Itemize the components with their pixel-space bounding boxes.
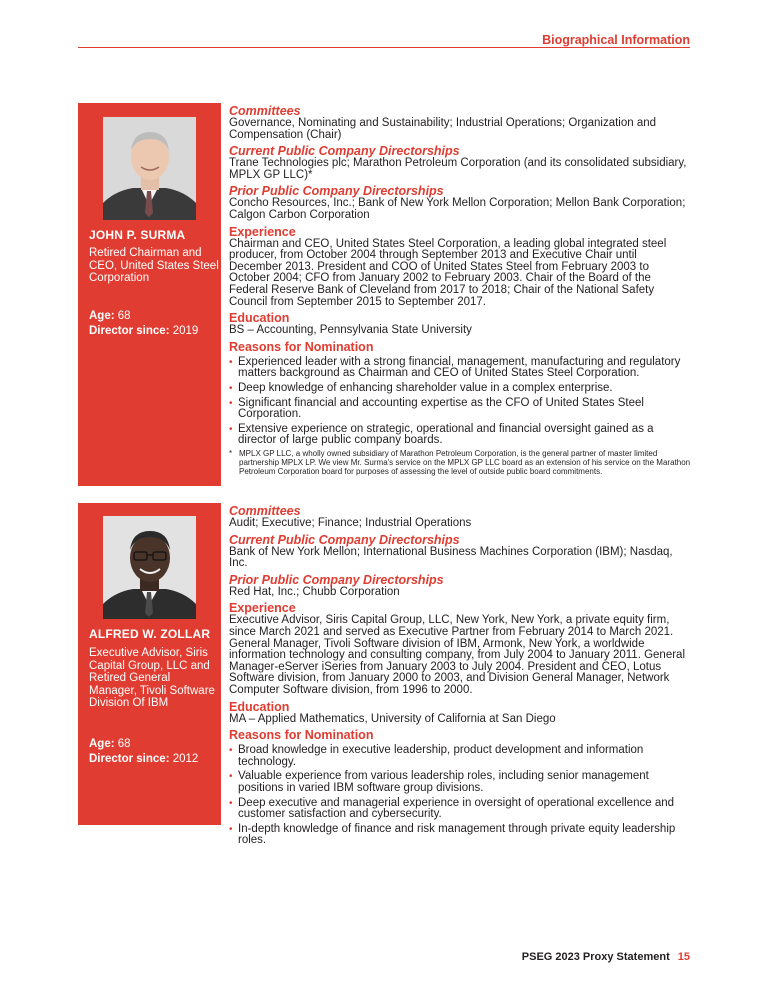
age-value: 68 xyxy=(117,738,131,750)
director-since-label: Director since: xyxy=(89,753,170,765)
committees-text: Governance, Nominating and Sustainability; Industrial Operations; Organization and Compensation (Chair) xyxy=(229,117,657,141)
director-since-value: 2019 xyxy=(172,325,199,337)
committees-text: Audit; Executive; Finance; Industrial Operations xyxy=(229,517,472,529)
page-number: 15 xyxy=(677,951,690,963)
education-text: BS – Accounting, Pennsylvania State University xyxy=(229,324,472,337)
director-title: Retired Chairman and CEO, United States Steel Corporation xyxy=(89,247,219,284)
committees-heading: Committees xyxy=(229,104,301,118)
page-footer xyxy=(522,951,690,963)
reasons-list xyxy=(229,745,691,847)
committees-heading: Committees xyxy=(229,504,301,518)
director-photo-surma xyxy=(103,117,196,220)
current-directorships-heading: Current Public Company Directorships xyxy=(229,532,460,547)
prior-directorships-text: Red Hat, Inc.; Chubb Corporation xyxy=(229,585,400,598)
director-meta xyxy=(89,309,198,339)
prior-directorships-text: Concho Resources, Inc.; Bank of New York Mellon Corporation; Mellon Bank Corporation; Calgon Carbon Corporation xyxy=(229,197,686,221)
list-item: • Experienced leader with a strong financial, management, manufacturing and regulatory matters background as Chairman and CEO of United States Steel Corporation. xyxy=(229,357,691,380)
list-item: • Significant financial and accounting expertise as the CFO of United States Steel Corporation. xyxy=(229,398,691,421)
education-heading: Education xyxy=(229,311,290,326)
director-bio-surma xyxy=(229,105,691,476)
page-section-title: Biographical Information xyxy=(542,33,690,47)
experience-text: Executive Advisor, Siris Capital Group, LLC, New York, New York, a private equity firm, since March 2021 and served as Executive Partner from February 2014 to March 2021. General Manager, Tivoli Software division of IBM, Armonk, New York, a worldwide information technology and consulting company, from July 2004 to January 2011. General Manager-eServer iSeries from January 2003 to July 2004. President and CEO, Lotus Software division, from January 2000 to 2003, and Division General Manager, Network Computer Software division, from 1996 to 2000. xyxy=(229,614,686,696)
list-item: • Deep knowledge of enhancing shareholder value in a complex enterprise. xyxy=(229,383,691,395)
experience-heading: Experience xyxy=(229,224,296,239)
director-title: Executive Advisor, Siris Capital Group, LLC and Retired General Manager, Tivoli Software Division Of IBM xyxy=(89,647,215,709)
prior-directorships-heading: Prior Public Company Directorships xyxy=(229,572,444,587)
footer-label: PSEG 2023 Proxy Statement xyxy=(521,951,670,963)
reasons-heading: Reasons for Nomination xyxy=(229,339,374,354)
list-item: • In-depth knowledge of finance and risk management through private equity leadership roles. xyxy=(229,824,691,847)
education-text: MA – Applied Mathematics, University of California at San Diego xyxy=(229,712,556,725)
footnote xyxy=(229,449,691,476)
director-meta xyxy=(89,737,198,767)
director-name: JOHN P. SURMA xyxy=(89,228,186,242)
current-directorships-heading: Current Public Company Directorships xyxy=(229,144,460,159)
prior-directorships-heading: Prior Public Company Directorships xyxy=(229,184,444,199)
current-directorships-text: Trane Technologies plc; Marathon Petroleum Corporation (and its consolidated subsidiary, MPLX GP LLC)* xyxy=(229,157,687,181)
age-value: 68 xyxy=(117,310,131,322)
education-heading: Education xyxy=(229,699,290,714)
director-since-label: Director since: xyxy=(89,325,170,337)
reasons-heading: Reasons for Nomination xyxy=(229,728,374,743)
list-item: • Broad knowledge in executive leadership, product development and information technology. xyxy=(229,745,691,768)
footnote-text: MPLX GP LLC, a wholly owned subsidiary of Marathon Petroleum Corporation, is the general partner of master limited partnership MPLX LP. We view Mr. Surma's service on the MPLX GP LLC board as an extension of his service on the Marathon Petroleum Corporation board for purposes of assessing the level of outside public board commitments. xyxy=(239,448,691,476)
experience-text: Chairman and CEO, United States Steel Corporation, a leading global integrated steel producer, from October 2004 through September 2013 and Executive Chair until December 2013. President and COO of United States Steel from February 2003 to October 2004; CFO from January 2002 to February 2003. Chair of the Board of the Federal Reserve Bank of Cleveland from 2017 to 2018; Chair of the National Safety Council from September 2015 to September 2017. xyxy=(229,237,667,308)
director-since-value: 2012 xyxy=(172,753,199,765)
director-photo-zollar xyxy=(103,516,196,619)
list-item: • Extensive experience on strategic, operational and financial oversight gained as a director of large public company boards. xyxy=(229,424,691,447)
director-name: ALFRED W. ZOLLAR xyxy=(89,627,211,641)
age-label: Age: xyxy=(89,310,115,322)
current-directorships-text: Bank of New York Mellon; International Business Machines Corporation (IBM); Nasdaq, Inc. xyxy=(229,545,673,570)
director-card-surma xyxy=(78,103,221,486)
list-item: • Valuable experience from various leadership roles, including senior management positions in varied IBM software group divisions. xyxy=(229,771,691,794)
footnote-mark: * xyxy=(229,448,233,458)
director-card-zollar xyxy=(78,503,221,825)
portrait-image xyxy=(103,516,196,619)
experience-heading: Experience xyxy=(229,601,296,616)
director-bio-zollar xyxy=(229,505,691,847)
header-divider xyxy=(78,47,690,48)
portrait-image xyxy=(103,117,196,220)
list-item: • Deep executive and managerial experience in oversight of operational excellence and customer satisfaction and cybersecurity. xyxy=(229,798,691,821)
age-label: Age: xyxy=(89,738,115,750)
reasons-list xyxy=(229,357,691,447)
